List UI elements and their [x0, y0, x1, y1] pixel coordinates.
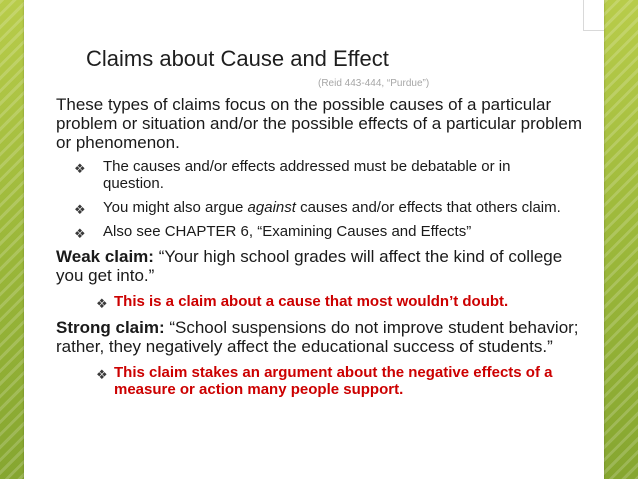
bullet-emphasis: against [247, 199, 296, 216]
strong-claim-label: Strong claim: [56, 318, 165, 337]
corner-tab [583, 0, 604, 31]
strong-claim-text: “School suspensions do not improve student behavior; rather, they negatively affect the educational success of students.” [56, 318, 579, 356]
slide-body [56, 95, 586, 406]
bullet-text-after: causes and/or effects that others claim. [295, 199, 561, 216]
weak-claim [56, 247, 586, 285]
list-item [66, 158, 573, 192]
strong-claim [56, 318, 586, 356]
diamond-bullet-icon: ❖ [74, 161, 86, 176]
diamond-bullet-icon: ❖ [96, 367, 108, 382]
citation: (Reid 443-444, “Purdue”) [318, 78, 430, 89]
bullet-text: The causes and/or effects addressed must be debatable or in question. [103, 158, 511, 192]
diamond-bullet-icon: ❖ [74, 202, 86, 217]
list-item [66, 223, 573, 240]
diamond-bullet-icon: ❖ [74, 226, 86, 241]
weak-claim-note [94, 293, 584, 310]
right-decorative-bar [604, 0, 638, 479]
strong-claim-note [94, 364, 584, 398]
left-decorative-bar [0, 0, 24, 479]
weak-claim-text: “Your high school grades will affect the kind of college you get into.” [56, 247, 563, 285]
bullet-list [56, 158, 586, 240]
weak-note-text: This is a claim about a cause that most wouldn’t doubt. [114, 293, 509, 310]
weak-claim-label: Weak claim: [56, 247, 154, 266]
list-item [66, 199, 573, 216]
bullet-text-before: You might also argue [103, 199, 248, 216]
bullet-text: Also see CHAPTER 6, “Examining Causes and Effects” [103, 223, 472, 240]
diamond-bullet-icon: ❖ [96, 296, 108, 311]
strong-note-text: This claim stakes an argument about the negative effects of a measure or action many people support. [114, 364, 553, 398]
intro-paragraph: These types of claims focus on the possible causes of a particular problem or situation and/or the possible effects of a particular problem or phenomenon. [56, 95, 583, 152]
slide-title: Claims about Cause and Effect [86, 46, 389, 71]
